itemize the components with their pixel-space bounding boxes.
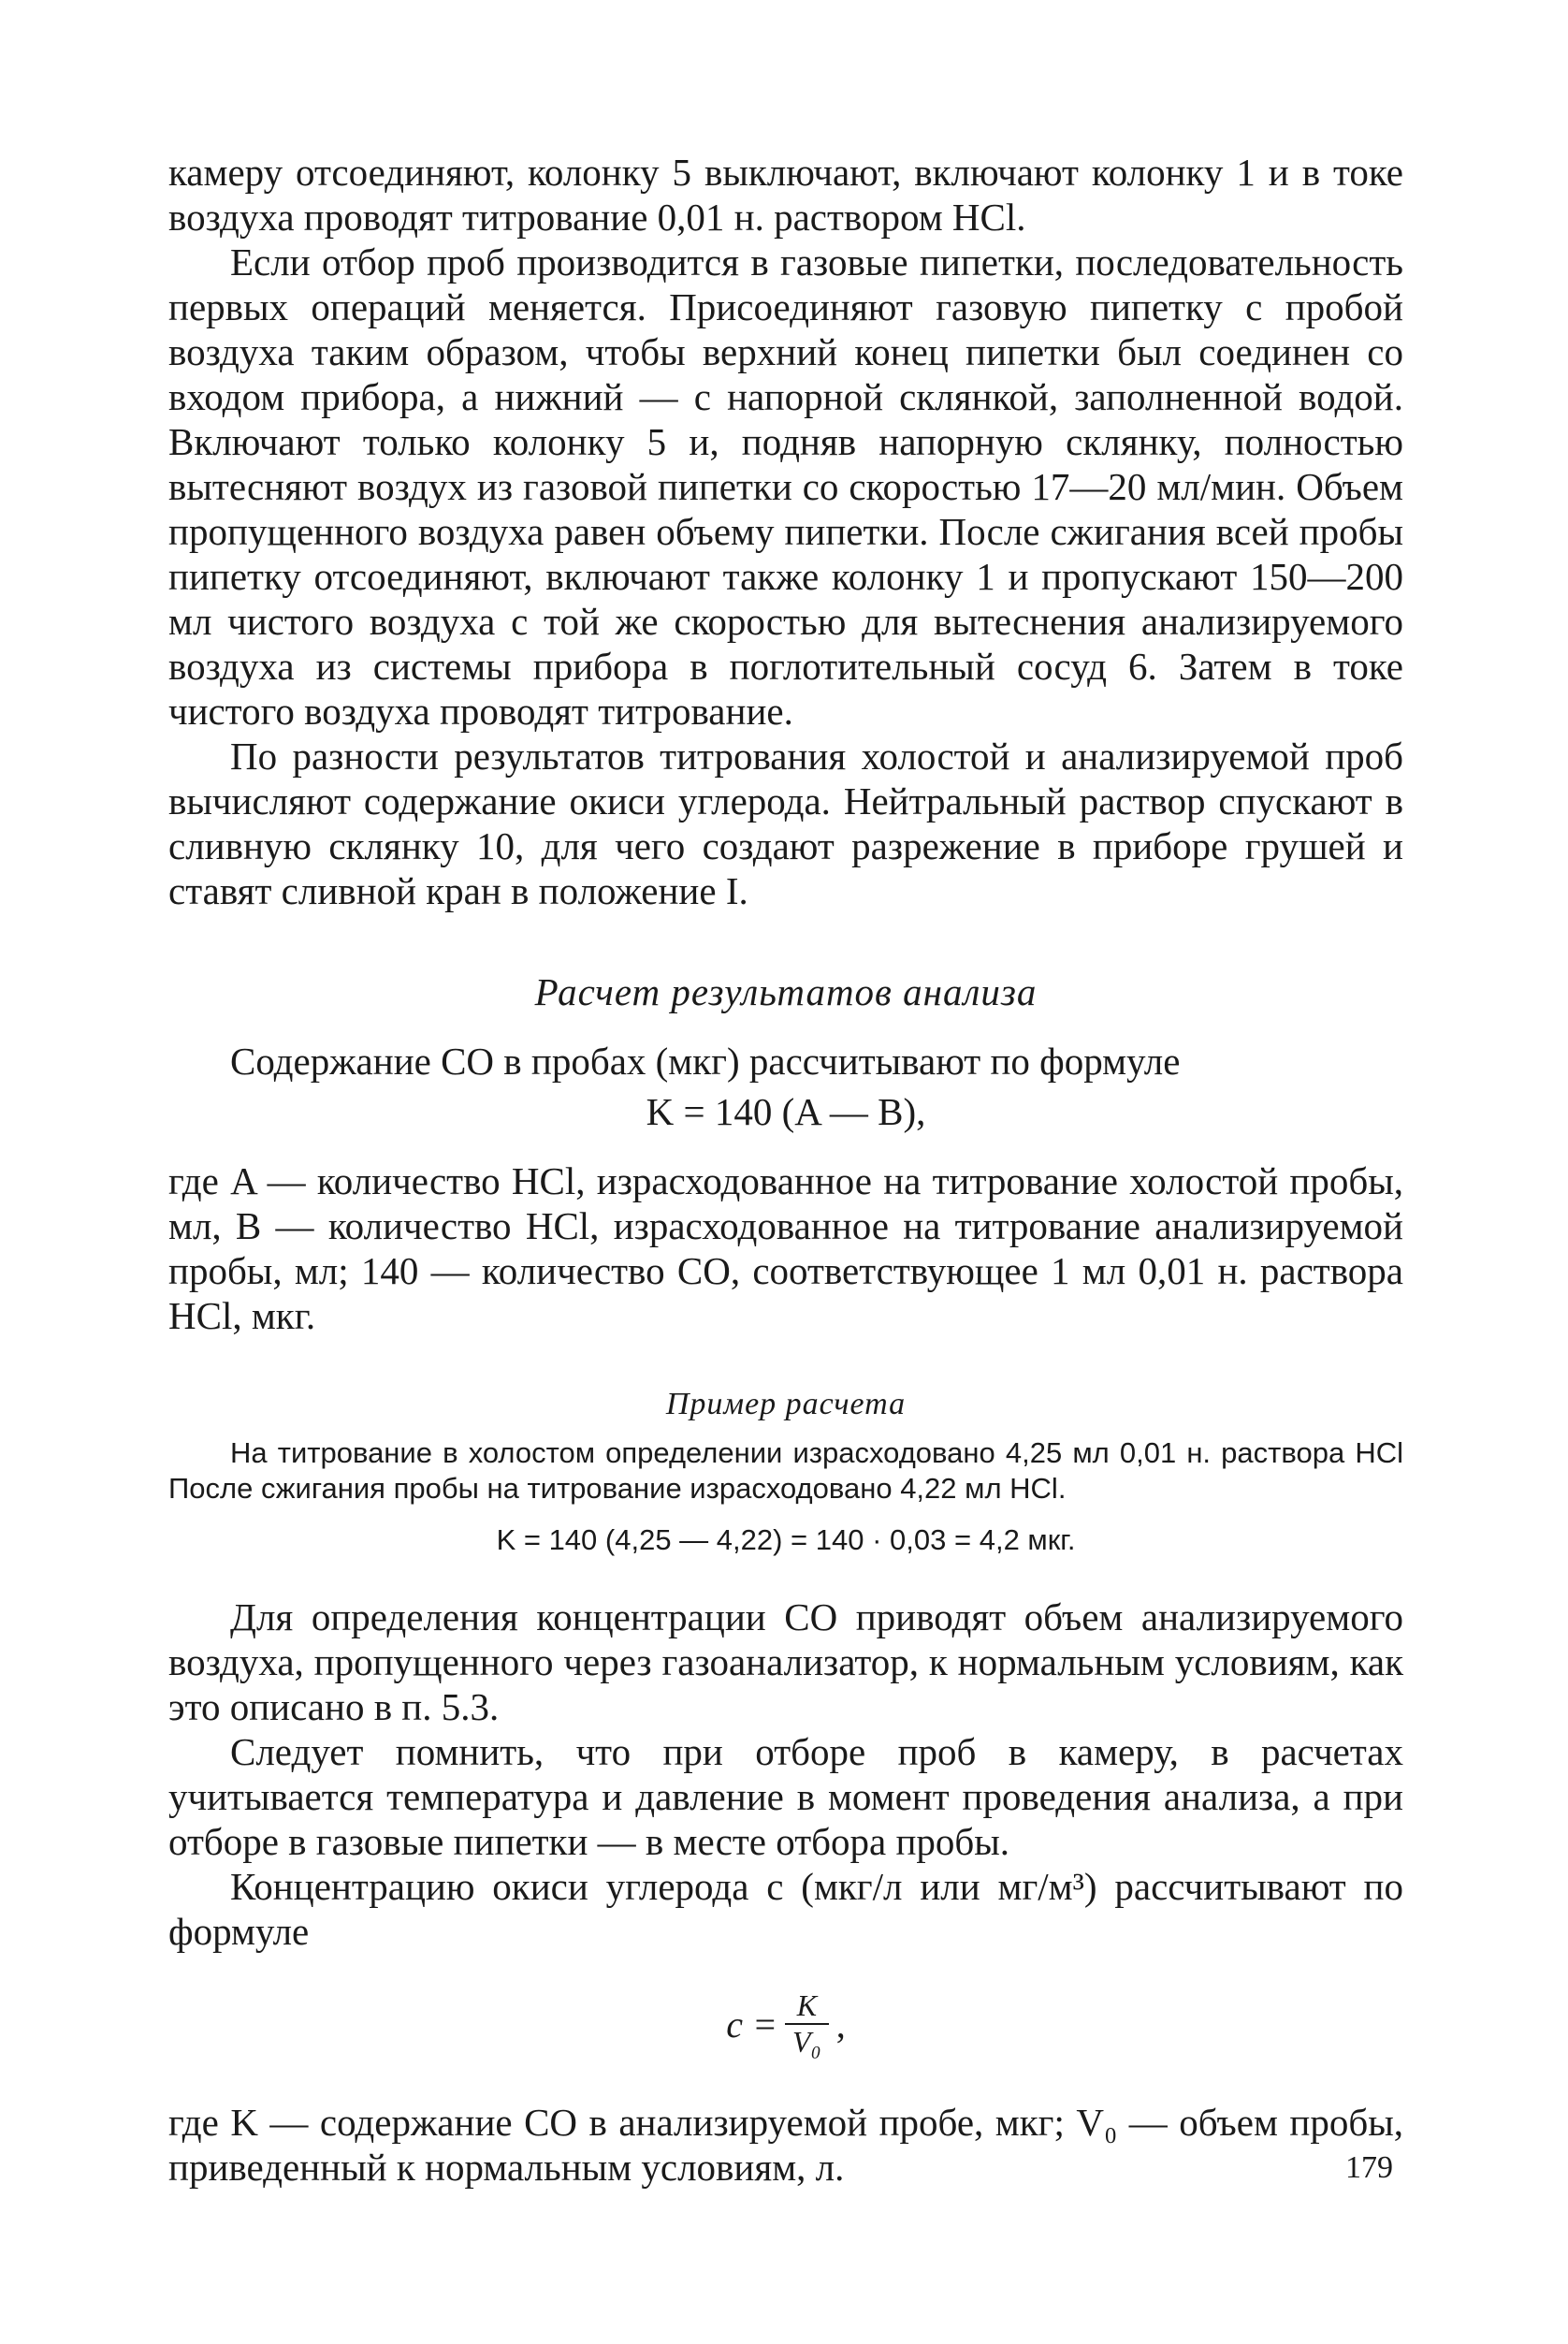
paragraph-1: камеру отсоединяют, колонку 5 выключают, включают колонку 1 и в токе воздуха проводят титрование 0,01 н. раствором HCl. bbox=[168, 151, 1403, 239]
section-title: Расчет результатов анализа bbox=[534, 970, 1038, 1013]
formula-tail: , bbox=[835, 2002, 846, 2046]
concentration-paragraph-1: Для определения концентрации CO приводят объем анализируемого воздуха, пропущенного через газоанализатор, к нормальным условиям, как это описано в п. 5.3. bbox=[168, 1595, 1403, 1728]
formula-fraction bbox=[785, 1988, 829, 2060]
fraction-numerator: K bbox=[796, 1988, 818, 2022]
formula-explanation: где A — количество HCl, израсходованное на титрование холостой пробы, мл, B — количество HCl, израсходованное на титрование анализируемой пробы, мл; 140 — количество CO, соответствующее 1 мл 0,01 н. раствора HCl, мкг. bbox=[168, 1159, 1403, 1337]
page-number: 179 bbox=[1345, 2150, 1393, 2185]
concentration-paragraph-3: Концентрацию окиси углерода c (мкг/л или мг/м³) рассчитывают по формуле bbox=[168, 1865, 1403, 1953]
example-title: Пример расчета bbox=[665, 1387, 907, 1421]
example-formula: K = 140 (4,25 — 4,22) = 140 · 0,03 = 4,2 мкг. bbox=[496, 1523, 1076, 1556]
concentration-paragraph-2: Следует помнить, что при отборе проб в камеру, в расчетах учитывается температура и давление в момент проведения анализа, а при отборе в газовые пипетки — в месте отбора пробы. bbox=[168, 1730, 1403, 1863]
concentration-explanation: где K — содержание CO в анализируемой пробе, мкг; V₀ — объем пробы, приведенный к нормальным условиям, л. bbox=[168, 2101, 1403, 2189]
page-body bbox=[168, 150, 1403, 2190]
example-text: На титрование в холостом определении израсходовано 4,25 мл 0,01 н. раствора HCl После сжигания пробы на титрование израсходовано 4,22 мл HCl. bbox=[168, 1436, 1403, 1505]
fraction-denominator: V₀ bbox=[785, 2023, 829, 2060]
section-intro: Содержание CO в пробах (мкг) рассчитывают по формуле bbox=[230, 1040, 1181, 1083]
concentration-formula bbox=[168, 1973, 1403, 2075]
formula-k: K = 140 (A — B), bbox=[646, 1090, 926, 1133]
paragraph-3: По разности результатов титрования холостой и анализируемой проб вычисляют содержание окиси углерода. Нейтральный раствор спускают в сливную склянку 10, для чего создают разрежение в приборе грушей и ставят сливной кран в положение I. bbox=[168, 735, 1403, 912]
formula-lhs: c = bbox=[726, 2002, 778, 2046]
paragraph-2: Если отбор проб производится в газовые пипетки, последовательность первых операций меняется. Присоединяют газовую пипетку с пробой воздуха таким образом, чтобы верхний конец пипетки был соединен со входом прибора, а нижний — с напорной склянкой, заполненной водой. Включают только колонку 5 и, подняв напорную склянку, полностью вытесняют воздух из газовой пипетки со скоростью 17—20 мл/мин. Объем пропущенного воздуха равен объему пипетки. После сжигания всей пробы пипетку отсоединяют, включают также колонку 1 и пропускают 150—200 мл чистого воздуха с той же скоростью для вытеснения анализируемого воздуха из системы прибора в поглотительный сосуд 6. Затем в токе чистого воздуха проводят титрование. bbox=[168, 240, 1403, 733]
